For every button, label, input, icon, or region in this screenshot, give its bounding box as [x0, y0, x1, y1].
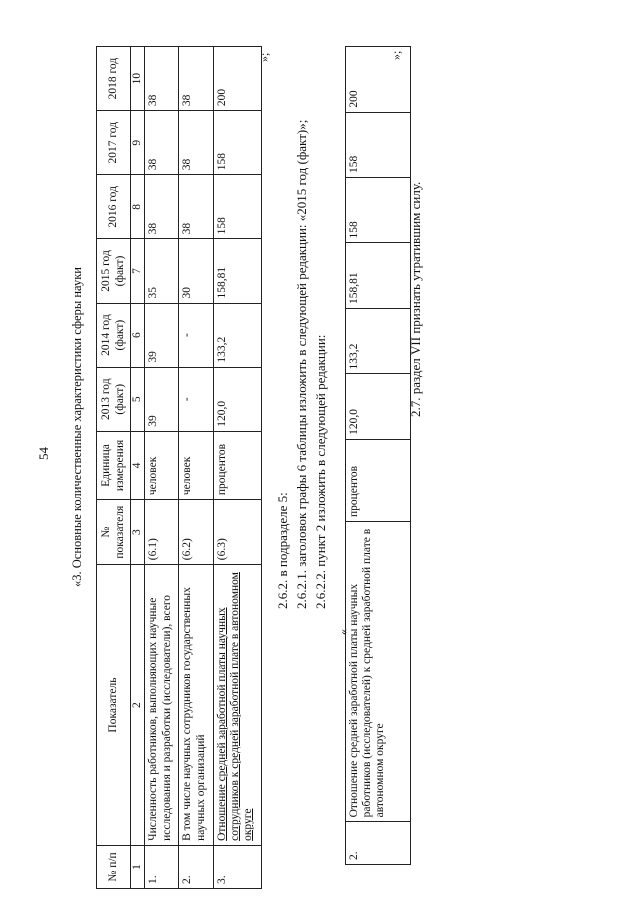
- row-number: 2.: [179, 845, 213, 888]
- value-2016: 38: [145, 175, 179, 239]
- value-2015: 158,81: [213, 239, 261, 303]
- header-cell: Единица измерения: [97, 431, 131, 499]
- paragraph-2-6-2-2: 2.6.2.2. пункт 2 изложить в следующей редакции:: [313, 334, 328, 609]
- column-number: 4: [131, 431, 145, 499]
- header-cell: 2014 год (факт): [97, 303, 131, 367]
- value-2013: 120,0: [213, 367, 261, 431]
- value-2018: 200: [346, 47, 411, 113]
- table2-opening-mark: «: [336, 629, 350, 635]
- column-number: 6: [131, 303, 145, 367]
- header-cell: 2018 год: [97, 47, 131, 111]
- value-2013: 39: [145, 367, 179, 431]
- column-number: 2: [131, 565, 145, 846]
- column-number: 10: [131, 47, 145, 111]
- column-number: 3: [131, 500, 145, 565]
- value-2017: 38: [179, 111, 213, 175]
- value-2017: 38: [145, 111, 179, 175]
- value-2015: 158,81: [346, 243, 411, 308]
- indicator-code: (6.1): [145, 500, 179, 565]
- page-number: 54: [36, 447, 51, 460]
- indicator-name: Отношение средней заработной платы научных сотрудников к средней заработной плате в автономном округе: [213, 565, 261, 846]
- table-row: [179, 47, 213, 889]
- indicator-code: (6.2): [179, 500, 213, 565]
- header-cell: Показатель: [97, 565, 131, 846]
- header-cell: № п/п: [97, 845, 131, 888]
- column-number: 1: [131, 845, 145, 888]
- value-2014: 133,2: [213, 303, 261, 367]
- header-cell: 2017 год: [97, 111, 131, 175]
- indicator-name: В том числе научных сотрудников государственных научных организаций: [179, 565, 213, 846]
- indicator-name: Численность работников, выполняющих научные исследования и разработки (исследователи), всего: [145, 565, 179, 846]
- header-cell: 2013 год (факт): [97, 367, 131, 431]
- value-2018: 38: [145, 47, 179, 111]
- unit: процентов: [213, 431, 261, 499]
- column-number-row: [131, 47, 145, 889]
- indicator-code: (6.3): [213, 500, 261, 565]
- table1-closing-mark: »;: [257, 52, 271, 62]
- header-cell: 2015 год (факт): [97, 239, 131, 303]
- paragraph-2-7: 2.7. раздел VII признать утратившим силу.: [408, 181, 423, 417]
- value-2016: 158: [346, 178, 411, 243]
- value-2013: -: [179, 367, 213, 431]
- value-2015: 35: [145, 239, 179, 303]
- value-2013: 120,0: [346, 374, 411, 439]
- value-2014: -: [179, 303, 213, 367]
- unit: процентов: [346, 439, 411, 521]
- value-2018: 38: [179, 47, 213, 111]
- value-2014: 39: [145, 303, 179, 367]
- value-2017: 158: [346, 112, 411, 177]
- table-row: [213, 47, 261, 889]
- replacement-row-table: [345, 46, 411, 865]
- indicator-name: Отношение средней заработной платы научных работников (исследователей) к средней заработной плате в автономном округе: [346, 522, 411, 822]
- paragraph-2-6-2: 2.6.2. в подразделе 5:: [275, 492, 290, 609]
- row-number: 2.: [346, 822, 411, 865]
- value-2017: 158: [213, 111, 261, 175]
- header-cell: 2016 год: [97, 175, 131, 239]
- paragraph-2-6-2-1: 2.6.2.1. заголовок графы 6 таблицы изложить в следующей редакции: «2015 год (факт)»;: [294, 119, 309, 609]
- column-number: 5: [131, 367, 145, 431]
- value-2018: 200: [213, 47, 261, 111]
- row-number: 3.: [213, 845, 261, 888]
- header-cell: № показателя: [97, 500, 131, 565]
- value-2016: 38: [179, 175, 213, 239]
- value-2015: 30: [179, 239, 213, 303]
- table-row: [346, 47, 411, 865]
- row-number: 1.: [145, 845, 179, 888]
- science-indicators-table: [96, 46, 262, 889]
- table-header-row: [97, 47, 131, 889]
- table2-closing-mark: »;: [389, 50, 403, 60]
- column-number: 7: [131, 239, 145, 303]
- unit: человек: [179, 431, 213, 499]
- table-row: [145, 47, 179, 889]
- section-caption: «3. Основные количественные характеристики сферы науки: [70, 267, 84, 587]
- value-2014: 133,2: [346, 308, 411, 373]
- unit: человек: [145, 431, 179, 499]
- column-number: 8: [131, 175, 145, 239]
- column-number: 9: [131, 111, 145, 175]
- value-2016: 158: [213, 175, 261, 239]
